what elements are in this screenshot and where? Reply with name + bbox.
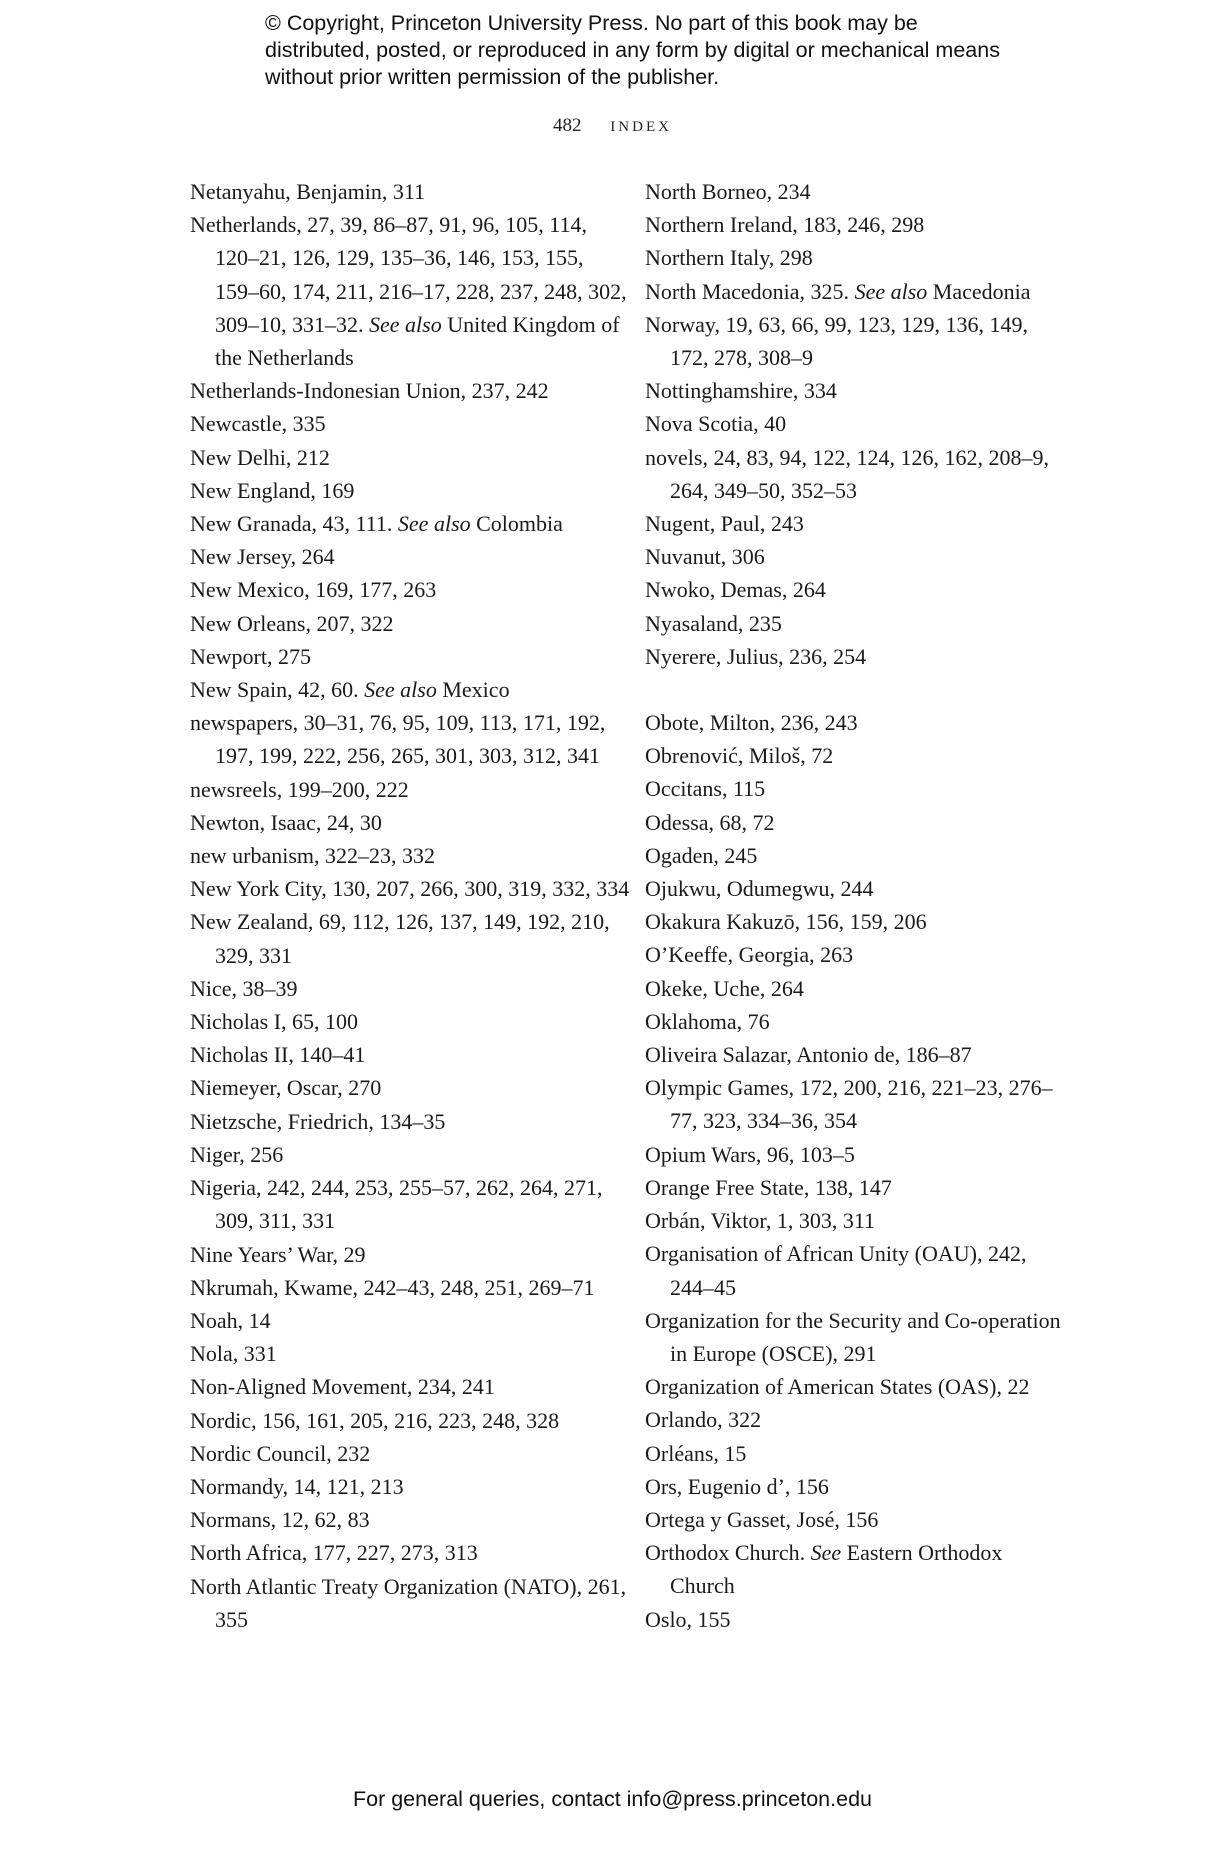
index-entry [190,374,630,407]
entry-text: Okakura Kakuzō, 156, 159, 206 [645,909,927,935]
index-entry [190,673,630,706]
index-entry [645,739,1065,772]
running-head [0,112,1225,137]
entry-text: Northern Italy, 298 [645,245,813,271]
entry-text: Normans, 12, 62, 83 [190,1507,370,1533]
entry-text: New York City, 130, 207, 266, 300, 319, 332, 334 [190,876,630,902]
cross-reference: Eastern Orthodox Church [670,1540,1003,1599]
index-group-o [645,706,1065,1636]
index-entry [190,905,630,971]
index-entry [645,640,1065,673]
entry-text: Nwoko, Demas, 264 [645,577,826,603]
entry-text: Ogaden, 245 [645,842,758,868]
index-entry [190,706,630,772]
index-entry [190,1071,630,1104]
index-entry [190,806,630,839]
index-entry [645,1470,1065,1503]
index-entry [645,573,1065,606]
index-entry [645,241,1065,274]
copyright-notice: © Copyright, Princeton University Press. No part of this book may be distributed, posted, or reproduced in any form by digital or mechanical means without prior written permission of the publisher. [265,11,1000,89]
index-entry [645,1370,1065,1403]
entry-text: novels, 24, 83, 94, 122, 124, 126, 162, 208–9, 264, 349–50, 352–53 [645,444,1049,503]
entry-text: Nuvanut, 306 [645,544,765,570]
index-entry [645,1138,1065,1171]
index-entry [190,1005,630,1038]
entry-text: Obote, Milton, 236, 243 [645,710,858,736]
entry-text: New Delhi, 212 [190,444,330,470]
entry-text: Newport, 275 [190,643,311,669]
index-entry [645,972,1065,1005]
entry-text: Netherlands-Indonesian Union, 237, 242 [190,378,549,404]
index-entry [190,208,630,374]
entry-text: Oslo, 155 [645,1606,731,1632]
entry-text: Newton, Isaac, 24, 30 [190,809,382,835]
entry-text: Noah, 14 [190,1307,271,1333]
index-entry [645,772,1065,805]
see-also-label: See [810,1540,842,1566]
index-entry [190,972,630,1005]
index-entry [645,1071,1065,1137]
entry-text: New Jersey, 264 [190,544,335,570]
index-entry [645,407,1065,440]
index-entry [645,208,1065,241]
entry-text: New Spain, 42, 60. [190,677,359,703]
index-entry [645,1204,1065,1237]
index-entry [645,872,1065,905]
index-entry [645,1005,1065,1038]
entry-text: Non-Aligned Movement, 234, 241 [190,1374,495,1400]
entry-text: Orléans, 15 [645,1440,747,1466]
entry-text: Nicholas II, 140–41 [190,1042,366,1068]
index-entry [645,540,1065,573]
entry-text: newsreels, 199–200, 222 [190,776,409,802]
index-entry [190,1370,630,1403]
entry-text: Nottinghamshire, 334 [645,378,837,404]
index-entry [645,1503,1065,1536]
index-entry [645,275,1065,308]
entry-text: Northern Ireland, 183, 246, 298 [645,212,925,238]
index-entry [645,1536,1065,1602]
index-entry [645,1038,1065,1071]
cross-reference: Macedonia [932,278,1031,304]
index-entry [645,706,1065,739]
index-entry [645,1437,1065,1470]
index-entry [645,308,1065,374]
cross-reference: Mexico [442,677,510,703]
index-entry [645,1171,1065,1204]
entry-text: Nicholas I, 65, 100 [190,1009,359,1035]
entry-text: Nova Scotia, 40 [645,411,787,437]
entry-text: Niger, 256 [190,1141,284,1167]
entry-text: North Borneo, 234 [645,179,811,204]
entry-text: Opium Wars, 96, 103–5 [645,1141,855,1167]
entry-text: Netanyahu, Benjamin, 311 [190,179,426,204]
see-also-label: See also [854,278,928,304]
index-entry [190,1271,630,1304]
entry-text: North Macedonia, 325. [645,278,850,304]
entry-text: Nietzsche, Friedrich, 134–35 [190,1108,446,1134]
index-entry [645,905,1065,938]
index-entry [645,1237,1065,1303]
entry-text: Organization for the Security and Co-operation in Europe (OSCE), 291 [645,1307,1061,1366]
entry-text: Nice, 38–39 [190,975,298,1001]
index-entry [190,1404,630,1437]
see-also-label: See also [397,511,471,537]
entry-text: New England, 169 [190,477,355,503]
entry-text: Orthodox Church. [645,1540,806,1566]
entry-text: Orange Free State, 138, 147 [645,1174,892,1200]
entry-text: Nyasaland, 235 [645,610,782,636]
entry-text: Nkrumah, Kwame, 242–43, 248, 251, 269–71 [190,1274,595,1300]
index-entry [190,1138,630,1171]
entry-text: Nugent, Paul, 243 [645,511,804,537]
cross-reference: Colombia [476,511,563,537]
entry-text: Netherlands, 27, 39, 86–87, 91, 96, 105, 114, 120–21, 126, 129, 135–36, 146, 153, 155, 159–60, 174, 211, 216–17, 228, 237, 248, 302, 309–10, 331–32. [190,212,627,337]
entry-text: Ojukwu, Odumegwu, 244 [645,876,874,902]
index-entry [190,607,630,640]
entry-text: New Zealand, 69, 112, 126, 137, 149, 192, 210, 329, 331 [190,909,610,968]
index-entry [190,839,630,872]
index-entry [645,1603,1065,1636]
entry-text: Odessa, 68, 72 [645,809,775,835]
index-entry [645,1304,1065,1370]
index-entry [190,1470,630,1503]
entry-text: Nyerere, Julius, 236, 254 [645,643,867,669]
index-entry [190,1337,630,1370]
index-entry [645,1403,1065,1436]
entry-text: Okeke, Uche, 264 [645,975,804,1001]
entry-text: O’Keeffe, Georgia, 263 [645,942,854,968]
entry-text: North Africa, 177, 227, 273, 313 [190,1540,478,1566]
index-column-right [645,175,1065,1636]
cross-reference: United Kingdom of the Netherlands [215,311,620,371]
index-entry [190,441,630,474]
entry-text: Organization of American States (OAS), 22 [645,1374,1030,1400]
footer-contact: For general queries, contact info@press.princeton.edu [352,1787,872,1811]
index-entry [190,573,630,606]
index-entry [190,1238,630,1271]
entry-text: newspapers, 30–31, 76, 95, 109, 113, 171, 192, 197, 199, 222, 256, 265, 301, 303, 312, 341 [190,710,606,769]
entry-text: Nola, 331 [190,1341,277,1367]
entry-text: New Granada, 43, 111. [190,511,393,537]
index-entry [190,175,630,208]
index-entry [190,640,630,673]
index-entry [645,441,1065,507]
entry-text: New Mexico, 169, 177, 263 [190,577,437,603]
entry-text: Niemeyer, Oscar, 270 [190,1075,382,1101]
index-entry [190,1570,630,1636]
entry-text: New Orleans, 207, 322 [190,610,394,636]
entry-text: Olympic Games, 172, 200, 216, 221–23, 276–77, 323, 334–36, 354 [645,1075,1053,1134]
entry-text: Norway, 19, 63, 66, 99, 123, 129, 136, 149, 172, 278, 308–9 [645,311,1028,371]
entry-text: Orlando, 322 [645,1407,762,1433]
entry-text: Obrenović, Miloš, 72 [645,743,834,769]
entry-text: Organisation of African Unity (OAU), 242, 244–45 [645,1241,1027,1300]
index-entry [645,607,1065,640]
index-entry [190,1171,630,1237]
page-title: index [610,112,672,136]
index-column-left [190,175,630,1636]
page-number: 482 [553,115,582,136]
index-entry [190,507,630,540]
entry-text: Nigeria, 242, 244, 253, 255–57, 262, 264, 271, 309, 311, 331 [190,1175,603,1234]
entry-text: Newcastle, 335 [190,411,326,437]
index-entry [190,1437,630,1470]
entry-text: Occitans, 115 [645,776,766,802]
index-entry [645,806,1065,839]
see-also-label: See also [364,677,437,703]
entry-text: Orbán, Viktor, 1, 303, 311 [645,1208,876,1234]
entry-text: Oliveira Salazar, Antonio de, 186–87 [645,1042,972,1068]
index-entry [190,1038,630,1071]
entry-text: Oklahoma, 76 [645,1008,770,1034]
entry-text: Nine Years’ War, 29 [190,1241,366,1267]
letter-gap [645,673,1065,706]
index-entry [645,374,1065,407]
see-also-label: See also [369,311,442,337]
index-entry [190,1536,630,1569]
index-entry [190,773,630,806]
index-group-n [645,175,1065,673]
index-entry [190,1105,630,1138]
index-entry [190,1304,630,1337]
entry-text: Ortega y Gasset, José, 156 [645,1506,879,1532]
index-entry [190,872,630,905]
index-entry [645,938,1065,971]
entry-text: new urbanism, 322–23, 332 [190,843,436,869]
entry-text: Nordic, 156, 161, 205, 216, 223, 248, 328 [190,1407,560,1433]
entry-text: Ors, Eugenio d’, 156 [645,1473,829,1499]
index-entry [190,1503,630,1536]
index-entry [645,175,1065,208]
index-entry [190,540,630,573]
index-entry [190,474,630,507]
entry-text: Nordic Council, 232 [190,1440,371,1466]
entry-text: North Atlantic Treaty Organization (NATO), 261, 355 [190,1573,627,1632]
index-entry [190,407,630,440]
index-entry [645,507,1065,540]
index-entry [645,839,1065,872]
entry-text: Normandy, 14, 121, 213 [190,1473,404,1499]
